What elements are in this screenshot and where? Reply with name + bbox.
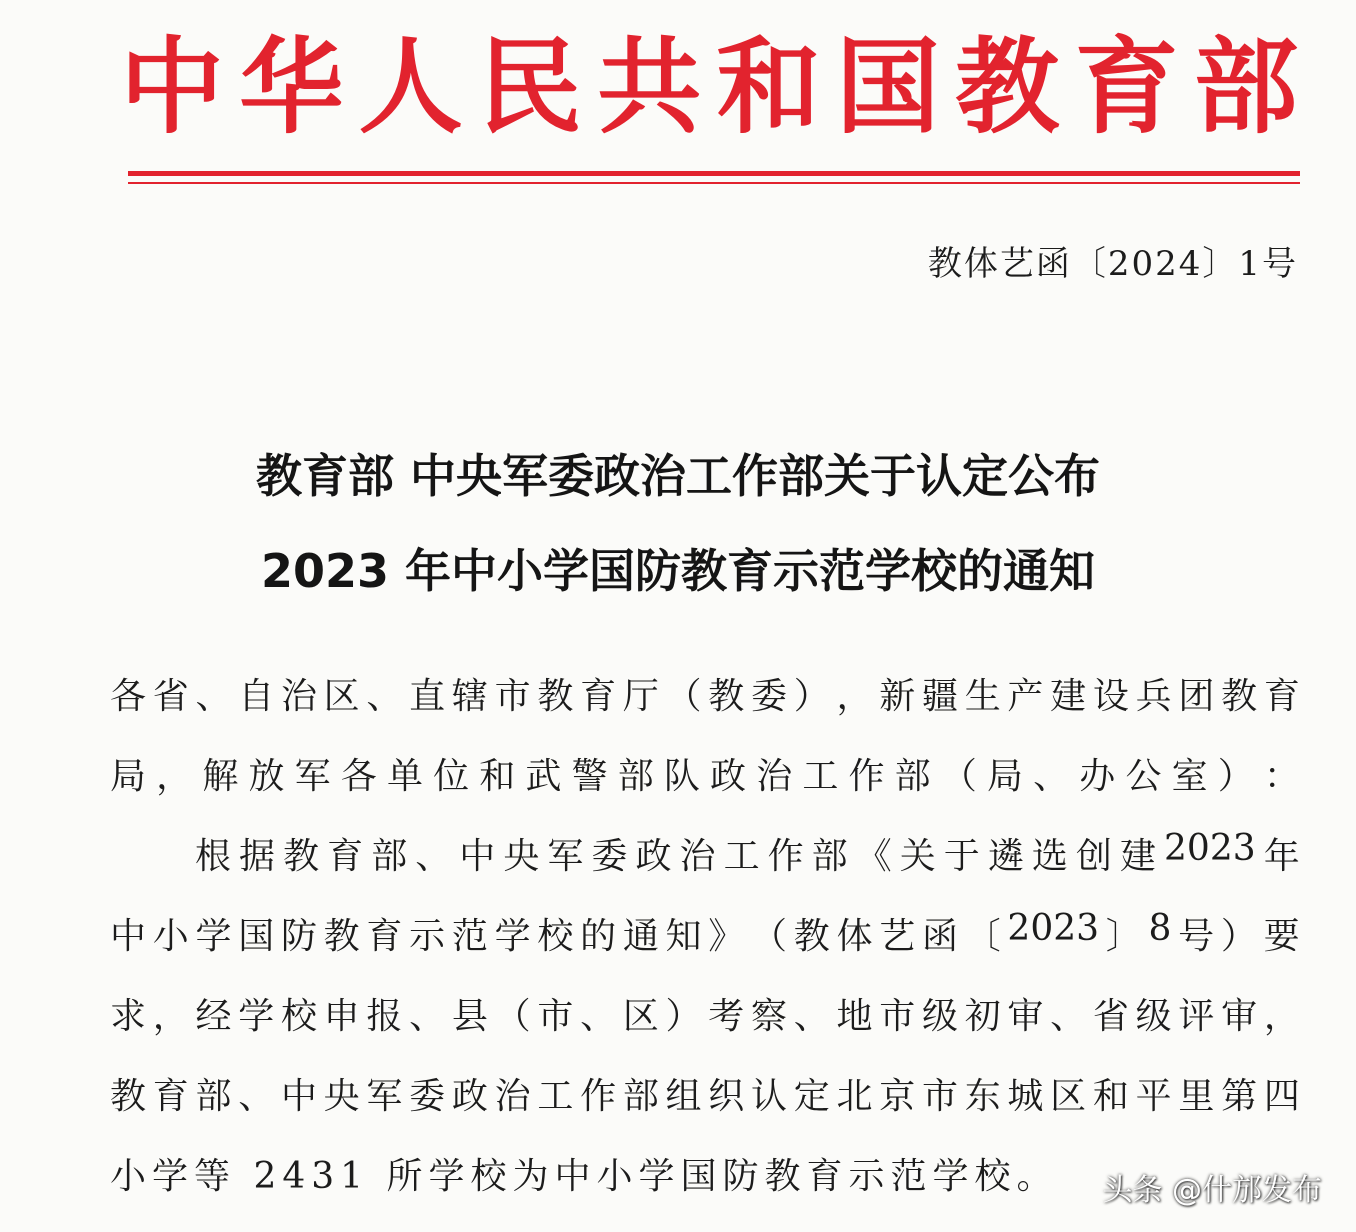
salutation-line-1: 各 省 、 自 治 区 、 直 辖 市 教 育 厅 （ 教 委 ） ， 新 疆 生 产 建 设 兵 团 教 育 bbox=[110, 676, 1300, 717]
paragraph-line-2: 中 小 学 国 防 教 育 示 范 学 校 的 通 知 》 （ 教 体 艺 函 〔 2023 〕 8 号 ） 要 bbox=[110, 908, 1300, 957]
document-title-line-1: 教育部 中央军委政治工作部关于认定公布 bbox=[255, 449, 1100, 503]
watermark-label: 头条 @什邡发布 bbox=[1102, 1173, 1322, 1208]
document-title-line-2: 2023 年中小学国防教育示范学校的通知 bbox=[260, 544, 1096, 598]
masthead-rule-thin bbox=[128, 182, 1300, 184]
paragraph-line-5: 小学等 2431 所学校为中小学国防教育示范学校。 bbox=[110, 1156, 1059, 1197]
masthead-rule-thick bbox=[128, 171, 1300, 176]
paragraph-line-3: 求 ， 经 学 校 申 报 、 县 （ 市 、 区 ） 考 察 、 地 市 级 初 审 、 省 级 评 审 ， bbox=[110, 996, 1300, 1037]
paragraph-line-1: 根 据 教 育 部 、 中 央 军 委 政 治 工 作 部 《 关 于 遴 选 创 建 2023 年 bbox=[195, 828, 1300, 877]
document-number: 教体艺函〔2024〕1号 bbox=[927, 244, 1298, 284]
paragraph-line-4: 教 育 部 、 中 央 军 委 政 治 工 作 部 组 织 认 定 北 京 市 东 城 区 和 平 里 第 四 bbox=[110, 1076, 1300, 1117]
salutation-line-2: 局 ， 解 放 军 各 单 位 和 武 警 部 队 政 治 工 作 部 （ 局 、 办 公 室 ） ： bbox=[110, 756, 1300, 797]
masthead-title: 中 华 人 民 共 和 国 教 育 部 bbox=[120, 26, 1300, 148]
